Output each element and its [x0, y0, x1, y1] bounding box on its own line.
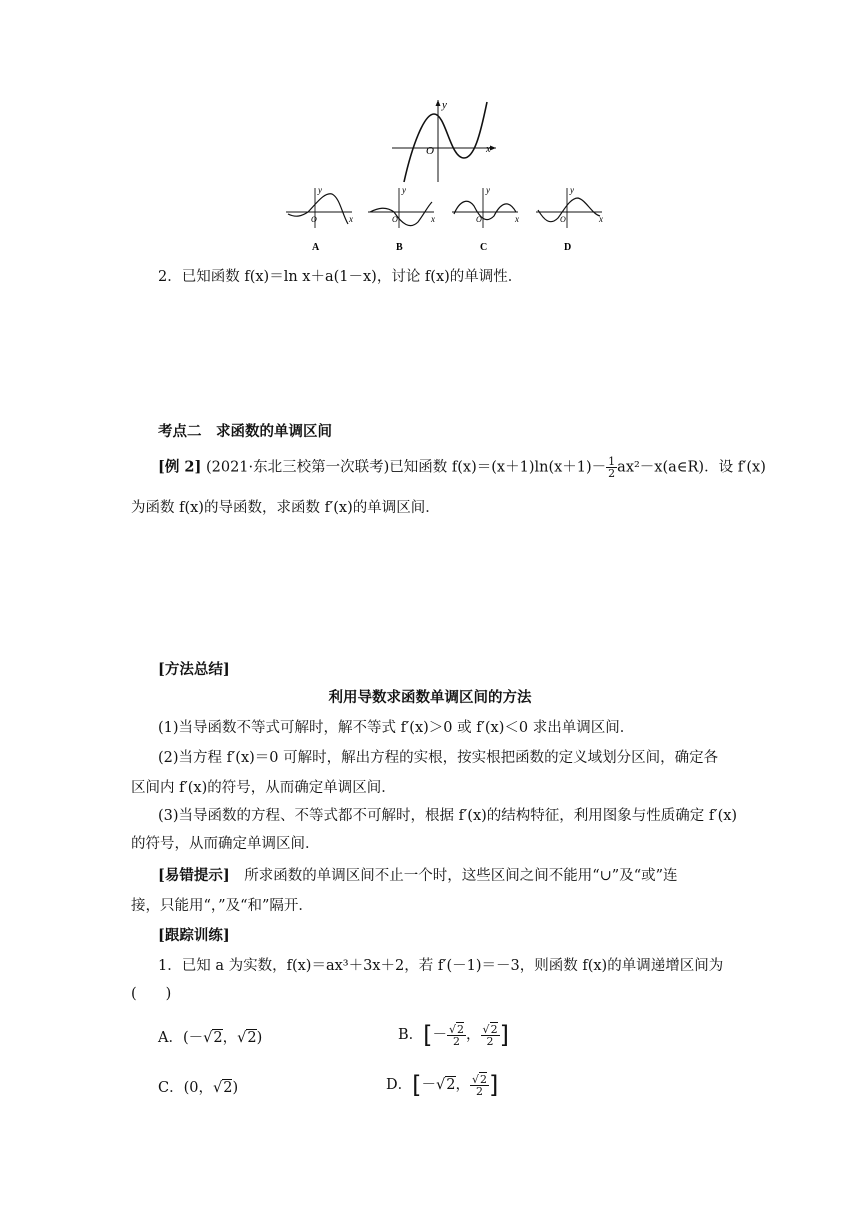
practice-question-1: 1．已知 a 为实数，f(x)＝ax³＋3x＋2，若 f′(－1)＝－3，则函数 f(x)的单调递增区间为: [158, 958, 724, 974]
method-point-2b: 区间内 f′(x)的符号，从而确定单调区间．: [131, 780, 396, 796]
option-graph-c: [452, 185, 519, 228]
svg-text:y: y: [570, 185, 574, 195]
method-title: 利用导数求函数单调区间的方法: [328, 689, 532, 706]
option-graph-d: [536, 185, 603, 228]
svg-text:O: O: [560, 215, 566, 224]
option-graph-a: [286, 185, 353, 228]
practice-answer-paren: ( ): [131, 986, 172, 1002]
example-tag: [例 2]: [158, 458, 202, 476]
error-tip-line-2: 接，只能用“，”及“和”隔开．: [131, 898, 313, 914]
svg-text:y: y: [402, 185, 406, 195]
svg-text:y: y: [318, 185, 322, 195]
option-graph-label-c: C: [480, 242, 488, 253]
method-point-2a: (2)当方程 f′(x)＝0 可解时，解出方程的实根，按实根把函数的定义域划分区间，确定各: [158, 750, 719, 766]
option-graph-label-b: B: [396, 242, 403, 253]
method-point-3b: 的符号，从而确定单调区间．: [131, 836, 320, 852]
option-a: A．(－√2，√2): [158, 1030, 263, 1046]
option-graph-b: [368, 185, 435, 228]
example-fraction: $\frac{1}{2}$: [608, 455, 616, 480]
error-tip-text: 所求函数的单调区间不止一个时，这些区间之间不能用“∪”及“或”连: [229, 868, 678, 884]
svg-text:x: x: [599, 214, 603, 224]
option-b: B．[－ $\frac{√2}{2}$ ， $\frac{√2}{2}$ ]: [398, 1021, 509, 1049]
option-graph-label-a: A: [312, 242, 320, 253]
svg-text:x: x: [349, 214, 353, 224]
example-line1-pre: (2021·东北三校第一次联考)已知函数 f(x)＝(x＋1)ln(x＋1)－: [205, 459, 607, 476]
svg-text:O: O: [311, 215, 317, 224]
svg-text:O: O: [476, 215, 482, 224]
question-2: 2．已知函数 f(x)＝ln x＋a(1－x)，讨论 f(x)的单调性．: [158, 269, 523, 285]
graph-y-label: y: [442, 99, 447, 111]
method-point-1: (1)当导函数不等式可解时，解不等式 f′(x)＞0 或 f′(x)＜0 求出单调区间．: [158, 720, 635, 736]
option-graphs: [282, 184, 612, 256]
method-point-3a: (3)当导函数的方程、不等式都不可解时，根据 f′(x)的结构特征，利用图象与性质确定 f′(x): [158, 808, 738, 824]
option-d: D．[－√2， $\frac{√2}{2}$ ]: [386, 1071, 499, 1099]
example-2-line-2: 为函数 f(x)的导函数，求函数 f′(x)的单调区间．: [131, 500, 440, 516]
svg-text:y: y: [486, 185, 490, 195]
svg-text:x: x: [431, 214, 435, 224]
svg-text:O: O: [392, 215, 398, 224]
svg-text:x: x: [515, 214, 519, 224]
error-tip-tag: [易错提示]: [158, 867, 230, 884]
graph-origin-label: O: [426, 145, 434, 157]
error-tip-line-1: [158, 866, 678, 886]
example-2-line-1: [158, 456, 766, 479]
option-c: C．(0，√2): [158, 1080, 239, 1096]
main-function-graph: [390, 96, 500, 186]
option-graph-label-d: D: [564, 242, 572, 253]
graph-x-label: x: [486, 144, 491, 155]
example-line1-post: ax²－x(a∈R)．设 f′(x): [617, 459, 766, 476]
section-title: 考点二 求函数的单调区间: [158, 423, 332, 440]
practice-tag: [跟踪训练]: [158, 927, 230, 944]
method-summary-tag: [方法总结]: [158, 661, 230, 678]
